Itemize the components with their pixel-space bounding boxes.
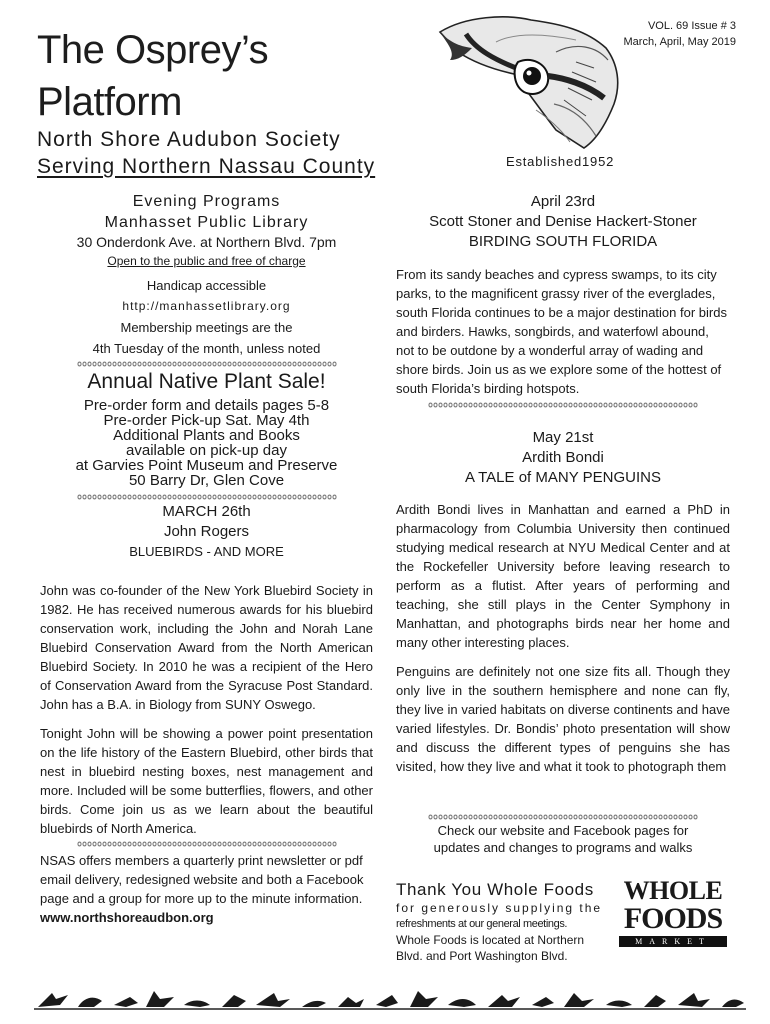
serving-line: Serving Northern Nassau County [37, 155, 376, 178]
may-program [396, 428, 730, 488]
april-speakers: Scott Stoner and Denise Hackert-Stoner [429, 213, 697, 230]
march-description [40, 581, 373, 927]
plant-line: Pre-order form and details pages 5-8 [83, 397, 330, 414]
thanks-line-4: Blvd. and Port Washington Blvd. [396, 949, 568, 963]
check-line-2: updates and changes to programs and walks [433, 840, 693, 855]
library-url[interactable]: http://manhassetlibrary.org [122, 299, 291, 313]
may-paragraph-2: Penguins are definitely not one size fits all. Though they only live in the southern hemisphere and none can fly, they live in varied habitats on diverse continents and have varied lifestyles. Dr. Bondis’ photo presentation will show and discuss the different types of penguins she has visited, how they live and what it took to photograph them [396, 664, 730, 774]
check-line-1: Check our website and Facebook pages for [437, 823, 689, 838]
handicap-note: Handicap accessible [146, 278, 267, 293]
divider [428, 814, 698, 820]
evening-programs-box [40, 191, 373, 561]
april-date: April 23rd [530, 193, 596, 210]
divider [77, 361, 337, 367]
march-speaker: John Rogers [163, 523, 250, 540]
title-line-1: The Osprey’s [37, 28, 269, 72]
march-date: MARCH 26th [162, 503, 251, 520]
may-paragraph-1: Ardith Bondi lives in Manhattan and earned a PhD in pharmacology from Columbia University then continued studying medical research at NYU Medical Center and at the Rockefeller University before leaving research to perform as a flutist. After years of performing and teaching, she still plays in the Center Symphony in Manhattan, and photographs birds near her home and many other interesting places. [396, 502, 730, 650]
divider [77, 494, 337, 500]
march-paragraph-2: Tonight John will be showing a power point presentation on the life history of the Eastern Bluebird, other birds that nest in bluebird nesting boxes, nest management and more. Included will be some butterflies, flowers, and other birds. Come join us as we learn about the beautiful bluebirds of North America. [40, 726, 373, 836]
open-note: Open to the public and free of charge [107, 254, 306, 268]
issue-date: March, April, May 2019 [623, 36, 736, 48]
march-topic: BLUEBIRDS - AND MORE [129, 544, 284, 559]
plant-line: 50 Barry Dr, Glen Cove [128, 472, 285, 489]
plant-sale-heading: Annual Native Plant Sale! [87, 370, 326, 393]
march-paragraph-1: John was co-founder of the New York Bluebird Society in 1982. He has received numerous awards for his bluebird conservation work, including the John and Norah Lane Bluebird Conservation Award from the North American Bluebird Society. In 2010 he was a recipient of the Hero of Conservation Award from the Syracuse Post Standard. John has a B.A. in Biology from SUNY Oswego. [40, 583, 373, 712]
april-topic: BIRDING SOUTH FLORIDA [468, 233, 658, 250]
april-program [396, 192, 730, 252]
volume-number: VOL. 69 Issue # 3 [647, 20, 736, 32]
thanks-line-1: for generously supplying the [396, 901, 603, 915]
osprey-head-illustration [436, 12, 626, 152]
thanks-line-3: Whole Foods is located at Northern [396, 933, 585, 947]
may-description [396, 500, 730, 776]
evening-programs-heading: Evening Programs [132, 193, 281, 210]
library-address: 30 Onderdonk Ave. at Northern Blvd. 7pm [76, 234, 337, 250]
check-website-note [396, 812, 730, 856]
org-name: North Shore Audubon Society [37, 128, 341, 151]
whole-foods-logo [615, 878, 731, 960]
plant-line: available on pick-up day [126, 442, 287, 459]
april-description [396, 265, 730, 410]
plant-line: Additional Plants and Books [113, 427, 300, 444]
issue-info [624, 18, 737, 50]
plant-line: at Garvies Point Museum and Preserve [75, 457, 338, 474]
logo-word-foods: FOODS [623, 902, 723, 935]
may-topic: A TALE of MANY PENGUINS [465, 469, 661, 486]
bird-silhouette-border [34, 985, 746, 1013]
divider [77, 841, 337, 847]
divider [428, 402, 698, 408]
may-speaker: Ardith Bondi [522, 449, 604, 466]
logo-word-whole: WHOLE [623, 876, 723, 905]
newsletter-title [37, 24, 268, 128]
website-link[interactable]: www.northshoreaudbon.org [40, 910, 214, 925]
established-year: Established1952 [506, 154, 615, 169]
may-date: May 21st [532, 429, 594, 446]
april-paragraph: From its sandy beaches and cypress swamps, to its city parks, to the magnificent grassy river of the everglades, south Florida continues to be a major destination for birds and birders. Hawks, songbirds, and waterfowl abound, not to be outdone by a wonderful array of wading and shore birds. Join us as we explore some of the hottest of south Florida’s birding hotspots. [396, 267, 727, 396]
plant-line: Pre-order Pick-up Sat. May 4th [103, 412, 310, 429]
membership-line-2: 4th Tuesday of the month, unless noted [92, 341, 321, 356]
newsletter-info: NSAS offers members a quarterly print newsletter or pdf email delivery, redesigned website and both a Facebook page and a group for more up to the minute information. [40, 853, 364, 906]
logo-word-market: MARKET [619, 936, 727, 947]
library-name: Manhasset Public Library [104, 214, 309, 231]
membership-line-1: Membership meetings are the [120, 320, 293, 335]
plant-sale-details [40, 398, 373, 488]
title-line-2: Platform [37, 80, 182, 124]
whole-foods-thanks [396, 879, 612, 964]
thanks-line-2: refreshments at our general meetings. [396, 918, 568, 930]
thanks-heading: Thank You Whole Foods [396, 880, 594, 899]
